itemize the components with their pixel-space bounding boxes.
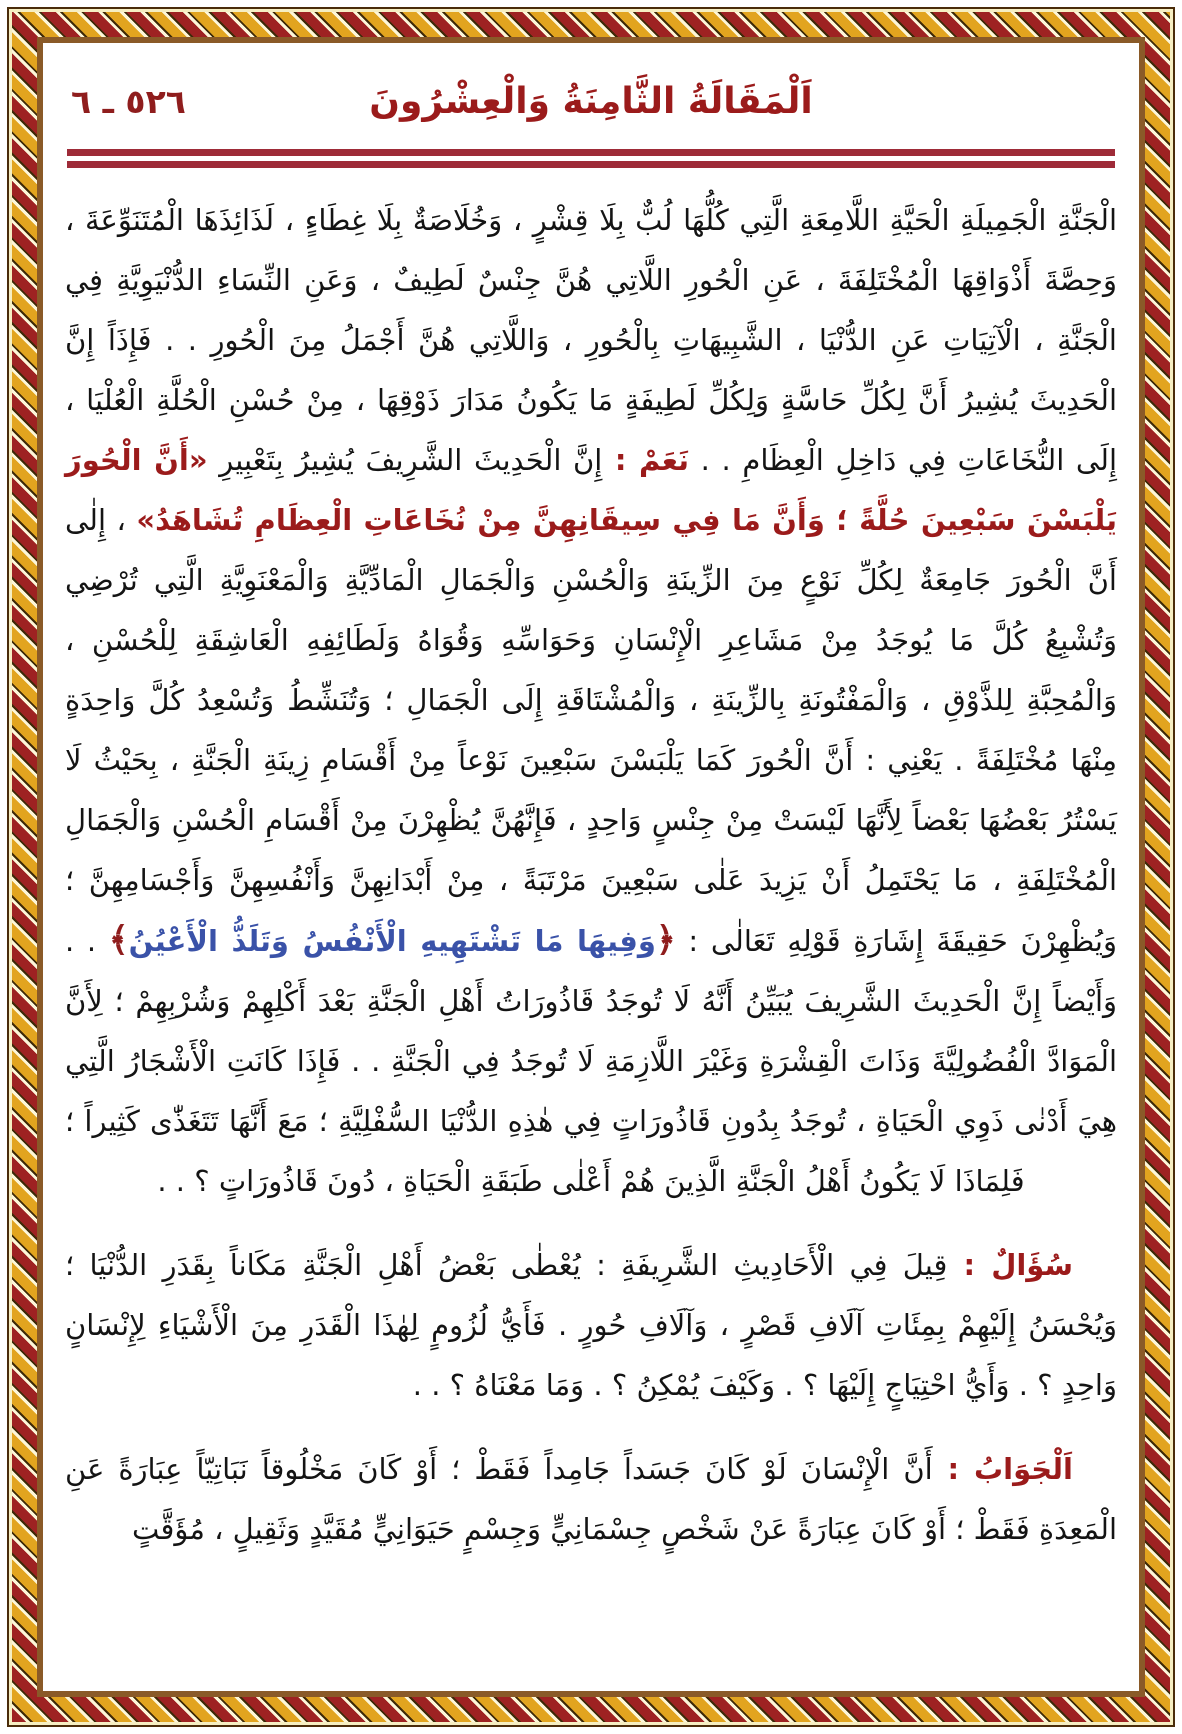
text-segment: قِيلَ فِي الْأَحَادِيثِ الشَّرِيفَةِ : يُعْطٰى بَعْضُ أَهْلِ الْجَنَّةِ مَكَاناً بِقَدَرِ الدُّنْيَا ؛ وَيُحْسَنُ إِلَيْهِمْ بِمِئَاتِ آلَافِ قَصْرٍ ، وَآلَافِ حُورٍ . فَأَيُّ لُزُومٍ لِهٰذَا الْقَدَرِ مِنَ الْأَشْيَاءِ لِإِنْسَانٍ وَاحِدٍ ؟ . وَأَيُّ احْتِيَاجٍ إِلَيْهَا ؟ . وَكَيْفَ يُمْكِنُ ؟ . وَمَا مَعْنَاهُ ؟ . . (65, 1248, 1117, 1402)
page-title: اَلْمَقَالَةُ الثَّامِنَةُ وَالْعِشْرُونَ (369, 81, 813, 122)
paragraph-answer (65, 1439, 1117, 1559)
header-double-rule (67, 149, 1115, 168)
text-segment: إِنَّ الْحَدِيثَ الشَّرِيفَ يُشِيرُ بِتَعْبِيرِ (207, 443, 603, 477)
text-segment: . . وَأَيْضاً إِنَّ الْحَدِيثَ الشَّرِيفَ يُبَيِّنُ أَنَّهُ لَا تُوجَدُ قَاذُورَاتُ أَهْلِ الْجَنَّةِ بَعْدَ أَكْلِهِمْ وَشُرْبِهِمْ ؛ لِأَنَّ الْمَوَادَّ الْفُضُولِيَّةَ وَذَاتَ الْقِشْرَةِ وَغَيْرَ اللَّازِمَةِ لَا تُوجَدُ فِي الْجَنَّةِ . . فَإِذَا كَانَتِ الْأَشْجَارُ الَّتِي هِيَ أَدْنٰى ذَوِي الْحَيَاةِ ، تُوجَدُ بِدُونِ قَاذُورَاتٍ فِي هٰذِهِ الدُّنْيَا السُّفْلِيَّةِ ؛ مَعَ أَنَّهَا تَتَغَذّٰى كَثِيراً ؛ فَلِمَاذَا لَا يَكُونُ أَهْلُ الْجَنَّةِ الَّذِينَ هُمْ أَعْلٰى طَبَقَةِ الْحَيَاةِ ، دُونَ قَاذُورَاتٍ ؟ . . (65, 924, 1117, 1198)
affirmation-word: نَعَمْ : (602, 443, 690, 477)
hadith-quote: «أَنَّ الْحُورَ يَلْبَسْنَ سَبْعِينَ حُلَّةً ؛ وَأَنَّ مَا فِي سِيقَانِهِنَّ مِنْ نُخَاعَاتِ الْعِظَامِ تُشَاهَدُ» (65, 443, 1117, 537)
quran-close-bracket: ﴾ (108, 920, 129, 960)
paragraph-main (65, 190, 1117, 1211)
page-header (65, 65, 1117, 139)
answer-label: اَلْجَوَابُ : (932, 1452, 1073, 1486)
paragraph-question (65, 1235, 1117, 1415)
text-segment: أَنَّ الْإِنْسَانَ لَوْ كَانَ جَسَداً جَامِداً فَقَطْ ؛ أَوْ كَانَ مَخْلُوقاً نَبَاتِيّاً عِبَارَةً عَنِ الْمَعِدَةِ فَقَطْ ؛ أَوْ كَانَ عِبَارَةً عَنْ شَخْصٍ جِسْمَانِيٍّ وَجِسْمٍ حَيَوَانِيٍّ مُقَيَّدٍ وَثَقِيلٍ ، مُؤَقَّتٍ (65, 1452, 1117, 1546)
text-segment: ، إِلٰى أَنَّ الْحُورَ جَامِعَةٌ لِكُلِّ نَوْعٍ مِنَ الزِّينَةِ وَالْحُسْنِ وَالْجَمَالِ الْمَادِّيَّةِ وَالْمَعْنَوِيَّةِ الَّتِي تُرْضِي وَتُشْبِعُ كُلَّ مَا يُوجَدُ مِنْ مَشَاعِرِ الْإِنْسَانِ وَحَوَاسِّهِ وَقُوَاهُ وَلَطَائِفِهِ الْعَاشِقَةِ لِلْحُسْنِ ، وَالْمُحِبَّةِ لِلذَّوْقِ ، وَالْمَفْتُونَةِ بِالزِّينَةِ ، وَالْمُشْتَاقَةِ إِلَى الْجَمَالِ ؛ وَتُنَشِّطُ وَتُسْعِدُ كُلَّ وَاحِدَةٍ مِنْهَا مُخْتَلِفَةً . يَعْنِي : أَنَّ الْحُورَ كَمَا يَلْبَسْنَ سَبْعِينَ نَوْعاً مِنْ أَقْسَامِ زِينَةِ الْجَنَّةِ ، بِحَيْثُ لَا يَسْتُرُ بَعْضُهَا بَعْضاً لِأَنَّهَا لَيْسَتْ مِنْ جِنْسٍ وَاحِدٍ ، فَإِنَّهُنَّ يُظْهِرْنَ مِنْ أَقْسَامِ الْحُسْنِ وَالْجَمَالِ الْمُخْتَلِفَةِ ، مَا يَحْتَمِلُ أَنْ يَزِيدَ عَلٰى سَبْعِينَ مَرْتَبَةً ، مِنْ أَبْدَانِهِنَّ وَأَنْفُسِهِنَّ وَأَجْسَامِهِنَّ ؛ وَيُظْهِرْنَ حَقِيقَةَ إِشَارَةِ قَوْلِهِ تَعَالٰى : (65, 503, 1117, 958)
quran-verse: وَفِيهَا مَا تَشْتَهِيهِ الْأَنْفُسُ وَتَلَذُّ الْأَعْيُنُ (128, 924, 656, 958)
page-content (47, 43, 1135, 1691)
quran-open-bracket: ﴿ (655, 920, 676, 960)
question-label: سُؤَالٌ : (947, 1248, 1073, 1282)
body-text (65, 190, 1117, 1559)
text-segment: الْجَنَّةِ الْجَمِيلَةِ الْحَيَّةِ اللَّامِعَةِ الَّتِي كُلُّهَا لُبٌّ بِلَا قِشْرٍ ، وَخُلَاصَةٌ بِلَا غِطَاءٍ ، لَذَائِذَهَا الْمُتَنَوِّعَةَ ، وَحِصَّةَ أَذْوَاقِهَا الْمُخْتَلِفَةَ ، عَنِ الْحُورِ اللَّاتِي هُنَّ جِنْسٌ لَطِيفٌ ، وَعَنِ النِّسَاءِ الدُّنْيَوِيَّةِ فِي الْجَنَّةِ ، الْآتِيَاتِ عَنِ الدُّنْيَا ، الشَّبِيهَاتِ بِالْحُورِ ، وَاللَّاتِي هُنَّ أَجْمَلُ مِنَ الْحُورِ . . فَإِذَاً إِنَّ الْحَدِيثَ يُشِيرُ أَنَّ لِكُلِّ حَاسَّةٍ وَلِكُلِّ لَطِيفَةٍ مَا يَكُونُ مَدَارَ ذَوْقِهَا ، مِنْ حُسْنِ الْحُلَّةِ الْعُلْيَا ، إِلَى النُّخَاعَاتِ فِي دَاخِلِ الْعِظَامِ . . (65, 203, 1117, 477)
page-number: ٥٢٦ ـ ٦ (71, 82, 186, 121)
